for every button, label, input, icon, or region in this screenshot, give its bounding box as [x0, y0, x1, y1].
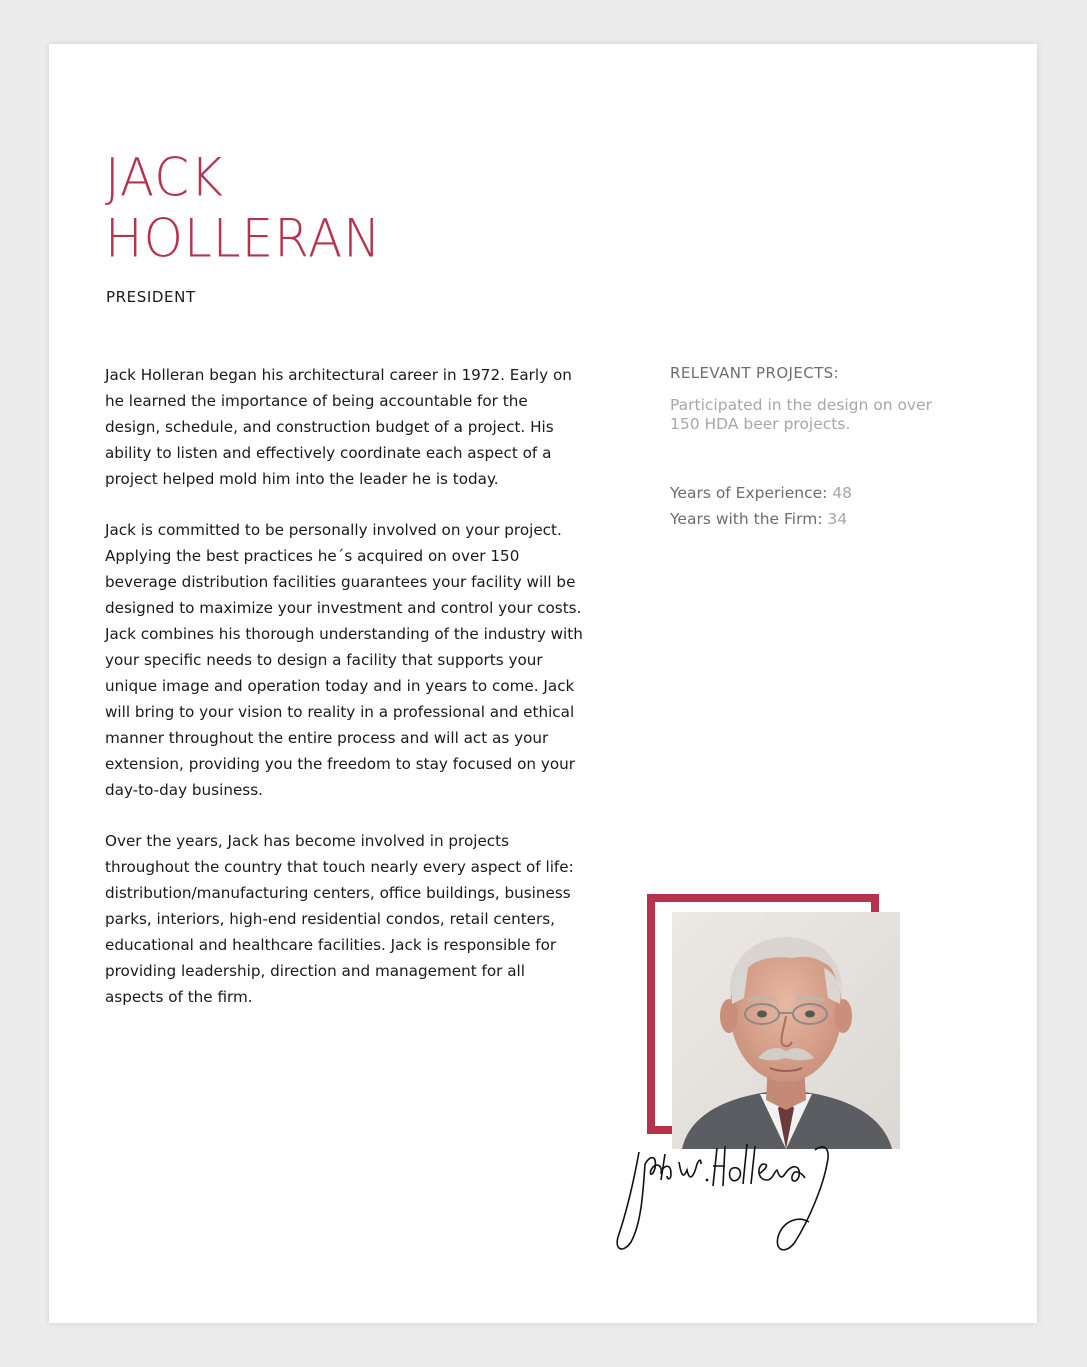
sidebar-info [670, 364, 970, 532]
bio-paragraph: Over the years, Jack has become involved in projects throughout the country that touch nearly every aspect of life: distribution/manufacturing centers, office buildings, business parks, interiors, high-end residential condos, retail centers, educational and healthcare facilities. Jack is responsible for providing leadership, direction and management for all aspects of the firm. [105, 832, 574, 1006]
projects-heading: RELEVANT PROJECTS: [670, 364, 840, 382]
signature-mark [609, 1124, 849, 1259]
headshot-illustration [672, 912, 900, 1149]
bio-paragraph: Jack Holleran began his architectural career in 1972. Early on he learned the importance of being accountable for the design, schedule, and construction budget of a project. His ability to listen and effectively coordinate each aspect of a project helped mold him into the leader he is today. [105, 366, 572, 488]
bio-paragraph: Jack is committed to be personally involved on your project. Applying the best practices he´s acquired on over 150 beverage distribution facilities guarantees your facility will be designed to maximize your investment and control your costs. Jack combines his thorough understanding of the industry with your specific needs to design a facility that supports your unique image and operation today and in years to come. Jack will bring to your vision to reality in a professional and ethical manner throughout the entire process and will act as your extension, providing you the freedom to stay focused on your day-to-day business. [105, 521, 583, 799]
headshot-photo [672, 912, 900, 1149]
projects-text: Participated in the design on over 150 HDA beer projects. [670, 396, 933, 433]
firm-value: 34 [827, 510, 848, 528]
experience-value: 48 [832, 484, 853, 502]
name-last: HOLLERAN [105, 208, 382, 269]
profile-sheet [49, 44, 1037, 1323]
firm-row [670, 506, 970, 532]
name-first: JACK [105, 147, 224, 208]
stats-block [670, 480, 970, 532]
job-title: PRESIDENT [106, 288, 196, 306]
firm-label: Years with the Firm: [670, 510, 823, 528]
experience-label: Years of Experience: [670, 484, 828, 502]
experience-row [670, 480, 970, 506]
bio-text [105, 362, 585, 1035]
